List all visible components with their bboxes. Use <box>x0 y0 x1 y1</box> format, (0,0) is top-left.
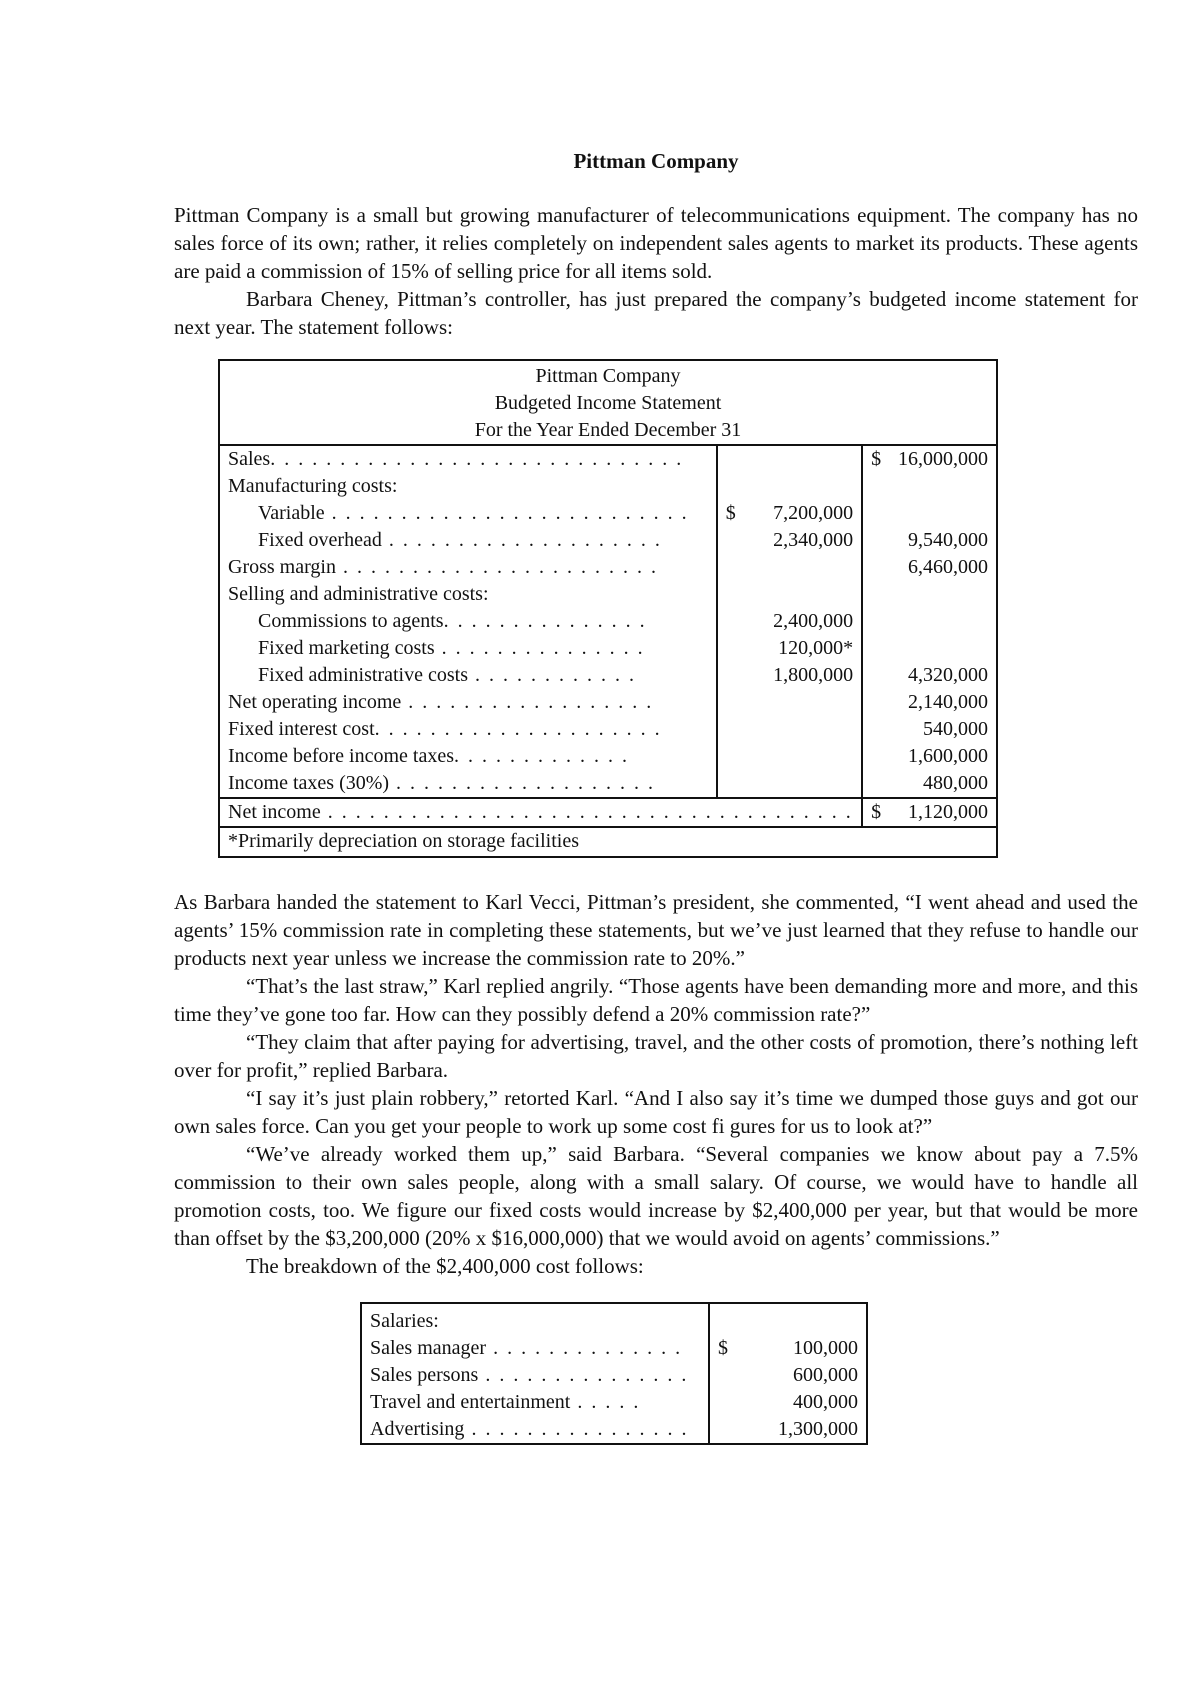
cost-breakdown-table <box>360 1302 868 1445</box>
paragraph-barbara-comment: As Barbara handed the statement to Karl Vecci, Pittman’s president, she commented, “I went ahead and used the agents’ 15% commission rate in completing these statements, but we’ve just learned that they refuse to handle our products next year unless we increase the commission rate to 20%.” <box>174 890 1138 970</box>
paragraph-barbara-reply: “They claim that after paying for advertising, travel, and the other costs of promotion, there’s nothing left over for profit,” replied Barbara. <box>174 1030 1138 1082</box>
cost-row-sales-manager: Sales manager . . . . . . . . . . . . . . $ 100,000 <box>361 1335 867 1362</box>
paragraph-barbara-figures: “We’ve already worked them up,” said Barbara. “Several companies we know about pay a 7.5% commission to their own sales people, along with a small salary. Of course, we would have to handle all promotion costs, too. We figure our fixed costs would increase by $2,400,000 per year, but that would be more than offset by the $3,200,000 (20% x $16,000,000) that we would avoid on agents’ commissions.” <box>174 1142 1138 1250</box>
statement-row-interest: Fixed interest cost. . . . . . . . . . . . . . . . . . . . . 540,000 <box>219 716 997 743</box>
income-statement-header <box>219 360 997 445</box>
paragraph-intro: Pittman Company is a small but growing manufacturer of telecommunications equipment. The company has no sales force of its own; rather, it relies completely on independent sales agents to market its products. These agents are paid a commission of 15% of selling price for all items sold. <box>174 203 1138 283</box>
currency-symbol: $ <box>871 801 882 823</box>
statement-row-income-taxes: Income taxes (30%) . . . . . . . . . . . . . . . . . . . 480,000 <box>219 770 997 798</box>
cost-row-sales-persons: Sales persons . . . . . . . . . . . . . . . 600,000 <box>361 1362 867 1389</box>
statement-period: For the Year Ended December 31 <box>474 419 742 441</box>
statement-row-fixed-overhead: Fixed overhead . . . . . . . . . . . . . . . . . . . . 2,340,000 9,540,000 <box>219 527 997 554</box>
statement-row-fixed-marketing: Fixed marketing costs . . . . . . . . . . . . . . . 120,000* <box>219 635 997 662</box>
statement-company-name: Pittman Company <box>535 365 681 387</box>
document-page <box>174 147 1138 1445</box>
statement-row-sales: Sales. . . . . . . . . . . . . . . . . . . . . . . . . . . . . . $ 16,000,000 <box>219 445 997 473</box>
statement-row-income-before-taxes: Income before income taxes. . . . . . . . . . . . . 1,600,000 <box>219 743 997 770</box>
currency-symbol: $ <box>718 1337 728 1359</box>
document-title: Pittman Company <box>573 149 739 173</box>
statement-row-net-operating-income: Net operating income . . . . . . . . . . . . . . . . . . 2,140,000 <box>219 689 997 716</box>
statement-title: Budgeted Income Statement <box>494 392 722 414</box>
statement-row-manufacturing: Manufacturing costs: <box>219 473 997 500</box>
paragraph-karl-retort: “I say it’s just plain robbery,” retorted Karl. “And I also say it’s time we dumped those guys and got our own sales force. Can you get your people to work up some cost fi gures for us to look at?” <box>174 1086 1138 1138</box>
paragraph-karl-reply: “That’s the last straw,” Karl replied angrily. “Those agents have been demanding more and more, and this time they’ve gone too far. How can they possibly defend a 20% commission rate?” <box>174 974 1138 1026</box>
statement-row-fixed-admin: Fixed administrative costs . . . . . . . . . . . . 1,800,000 4,320,000 <box>219 662 997 689</box>
currency-symbol: $ <box>725 502 736 524</box>
paragraph-controller: Barbara Cheney, Pittman’s controller, has just prepared the company’s budgeted income statement for next year. The statement follows: <box>174 287 1138 339</box>
income-statement-table <box>218 359 998 858</box>
cost-row-travel: Travel and entertainment . . . . . 400,000 <box>361 1389 867 1416</box>
statement-row-variable: Variable . . . . . . . . . . . . . . . . . . . . . . . . . . $ 7,200,000 <box>219 500 997 527</box>
statement-row-net-income: Net income . . . . . . . . . . . . . . . . . . . . . . . . . . . . . . . . . . . . . . $ 1,120,000 <box>219 798 997 827</box>
statement-row-selling-admin: Selling and administrative costs: <box>219 581 997 608</box>
statement-row-commissions: Commissions to agents. . . . . . . . . . . . . . . 2,400,000 <box>219 608 997 635</box>
cost-row-advertising: Advertising . . . . . . . . . . . . . . . . 1,300,000 <box>361 1416 867 1444</box>
currency-symbol: $ <box>871 448 882 470</box>
paragraph-breakdown-intro: The breakdown of the $2,400,000 cost follows: <box>246 1254 644 1278</box>
statement-row-gross-margin: Gross margin . . . . . . . . . . . . . . . . . . . . . . . 6,460,000 <box>219 554 997 581</box>
statement-footnote: *Primarily depreciation on storage facilities <box>219 827 997 857</box>
cost-row-salaries-heading: Salaries: <box>361 1303 867 1335</box>
